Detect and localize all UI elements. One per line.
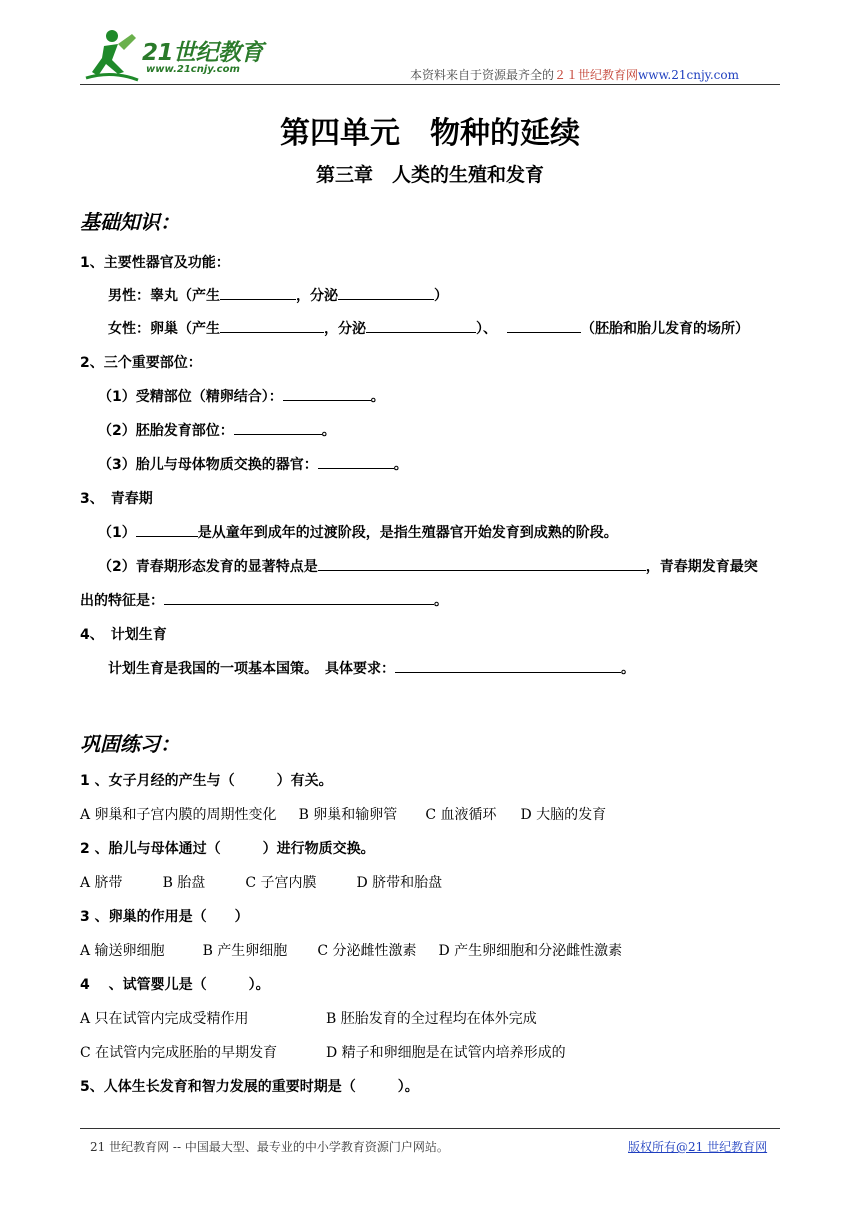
- q2-b-text: （2）胚胎发育部位：: [98, 423, 234, 439]
- practice-q5: 5、人体生长发育和智力发展的重要时期是（ ）。: [80, 1079, 419, 1095]
- q3-b-text: ，青春期发育最突: [645, 559, 758, 575]
- answer-blank[interactable]: [318, 556, 646, 571]
- q1-female-text-d: （胚胎和胎儿发育的场所）: [581, 321, 749, 337]
- practice-q4-option-a[interactable]: A 只在试管内完成受精作用: [80, 1011, 249, 1027]
- header-note-prefix: 本资料来自于资源最齐全的: [410, 68, 555, 82]
- q1-male-text-c: ）: [434, 288, 448, 304]
- practice-q1: 1 、女子月经的产生与（ ）有关。: [80, 773, 333, 789]
- option[interactable]: A 卵巢和子宫内膜的周期性变化: [80, 807, 277, 823]
- answer-blank[interactable]: [366, 318, 476, 333]
- q2-c-text: （3）胎儿与母体物质交换的器官：: [98, 457, 318, 473]
- period: 。: [621, 661, 635, 677]
- option[interactable]: B 卵巢和输卵管: [298, 807, 398, 823]
- q1-male-text-b: ，分泌: [296, 288, 338, 304]
- section-heading-practice: 巩固练习：: [80, 732, 180, 756]
- page-title: 第四单元 物种的延续: [280, 116, 580, 151]
- option[interactable]: D 脐带和胎盘: [356, 875, 443, 891]
- practice-q2: 2 、胎儿与母体通过（ ）进行物质交换。: [80, 841, 375, 857]
- answer-blank[interactable]: [507, 318, 581, 333]
- q3-b-prefix: （2）青春期形态发育的显著特点是: [98, 559, 318, 575]
- q2-label: 2、三个重要部位：: [80, 355, 202, 371]
- header-divider: [80, 84, 780, 85]
- option[interactable]: A 输送卵细胞: [80, 943, 165, 959]
- logo-url: www.21cnjy.com: [146, 64, 240, 75]
- logo-text: 21世纪教育: [142, 40, 264, 66]
- answer-blank[interactable]: [136, 522, 198, 537]
- answer-blank[interactable]: [318, 454, 394, 469]
- answer-blank[interactable]: [283, 386, 371, 401]
- practice-q1-options: [80, 804, 606, 824]
- option[interactable]: D 大脑的发育: [520, 807, 607, 823]
- option[interactable]: D 产生卵细胞和分泌雌性激素: [438, 943, 623, 959]
- option[interactable]: B 产生卵细胞: [202, 943, 288, 959]
- runner-logo-icon: [82, 26, 142, 86]
- q1-female-text-c: ）、: [476, 321, 497, 337]
- q3-a-line: [98, 522, 618, 542]
- q1-male-text-a: 男性：睾丸（产生: [108, 288, 220, 304]
- option[interactable]: C 分泌雌性激素: [317, 943, 417, 959]
- practice-q3-options: [80, 940, 622, 960]
- q2-a-line: [98, 386, 385, 406]
- period: 。: [434, 593, 448, 609]
- answer-blank[interactable]: [234, 420, 322, 435]
- q4-label: 4、 计划生育: [80, 627, 167, 643]
- q2-b-line: [98, 420, 336, 440]
- option[interactable]: A 脐带: [80, 875, 123, 891]
- q1-female-text-a: 女性：卵巢（产生: [108, 321, 220, 337]
- q1-female-text-b: ，分泌: [324, 321, 366, 337]
- option[interactable]: B 胎盘: [162, 875, 206, 891]
- q1-male-line: [108, 285, 448, 305]
- q3-c-prefix: 出的特征是：: [80, 593, 164, 609]
- period: 。: [321, 423, 336, 439]
- q3-a-text: 是从童年到成年的过渡阶段，是指生殖器官开始发育到成熟的阶段。: [197, 525, 618, 541]
- practice-q4: 4 、试管婴儿是（ ）。: [80, 977, 270, 993]
- answer-blank[interactable]: [395, 658, 621, 673]
- option[interactable]: C 血液循环: [425, 807, 497, 823]
- q1-label: 1、主要性器官及功能：: [80, 255, 230, 271]
- period: 。: [370, 389, 385, 405]
- answer-blank[interactable]: [338, 285, 434, 300]
- q4-line: [108, 658, 635, 678]
- q1-female-line: [108, 318, 749, 338]
- practice-q4-option-d[interactable]: D 精子和卵细胞是在试管内培养形成的: [326, 1045, 566, 1061]
- practice-q2-options: [80, 872, 442, 892]
- page-subtitle: 第三章 人类的生殖和发育: [315, 164, 544, 186]
- footer-text: 21 世纪教育网 -- 中国最大型、最专业的中小学教育资源门户网站。: [90, 1140, 449, 1154]
- practice-q4-option-c[interactable]: C 在试管内完成胚胎的早期发育: [80, 1045, 278, 1061]
- answer-blank[interactable]: [164, 590, 434, 605]
- period: 。: [393, 457, 408, 473]
- q2-c-line: [98, 454, 408, 474]
- q3-label: 3、 青春期: [80, 491, 153, 507]
- header-note: [410, 66, 739, 83]
- q3-a-prefix: （1）: [98, 525, 136, 541]
- answer-blank[interactable]: [220, 318, 324, 333]
- header-note-site[interactable]: ２１世纪教育网: [554, 68, 639, 82]
- q3-c-line: [80, 590, 448, 610]
- q3-b-line: [98, 556, 758, 576]
- practice-q3: 3 、卵巢的作用是（ ）: [80, 909, 249, 925]
- section-heading-basic: 基础知识：: [80, 210, 180, 234]
- site-logo: [82, 26, 292, 86]
- header-note-url[interactable]: www.21cnjy.com: [638, 68, 739, 82]
- practice-q4-option-b[interactable]: B 胚胎发育的全过程均在体外完成: [326, 1011, 537, 1027]
- option[interactable]: C 子宫内膜: [245, 875, 317, 891]
- q2-a-text: （1）受精部位（精卵结合）：: [98, 389, 283, 405]
- footer-divider: [80, 1128, 780, 1129]
- footer-copyright-link[interactable]: 版权所有@21 世纪教育网: [628, 1140, 768, 1154]
- answer-blank[interactable]: [220, 285, 296, 300]
- q4-text: 计划生育是我国的一项基本国策。 具体要求：: [108, 661, 395, 677]
